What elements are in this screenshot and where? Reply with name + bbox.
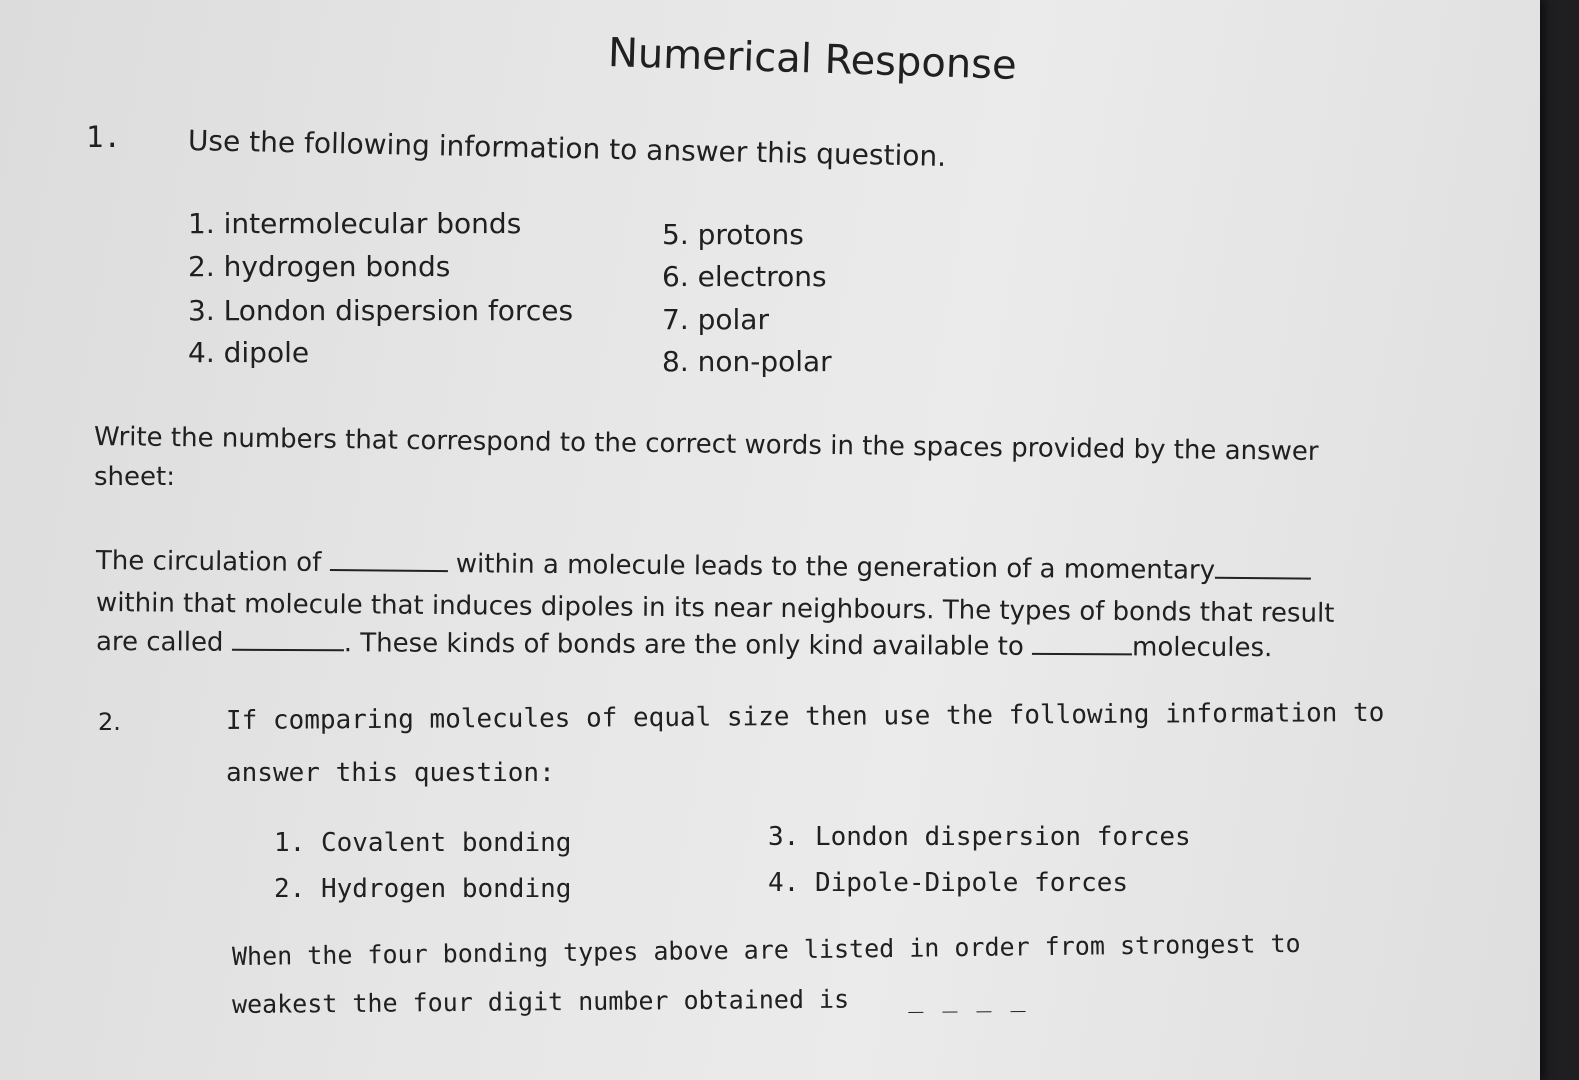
question-1-intro: Use the following information to answer this question. [187, 124, 947, 173]
word-option-1: 1. intermolecular bonds [188, 207, 522, 240]
question-1-number: 1. [86, 120, 121, 154]
instruction-line-2: sheet: [94, 462, 175, 492]
question-2-intro-line-2: answer this question: [226, 758, 555, 788]
paragraph-line-2 [96, 588, 1335, 629]
word-option-7: 7. polar [662, 303, 769, 336]
answer-blank-3[interactable] [232, 627, 344, 652]
word-option-6: 6. electrons [662, 260, 827, 293]
page-title: Numerical Response [607, 30, 1018, 89]
word-option-5: 5. protons [662, 218, 804, 251]
bonding-option-4: 4. Dipole-Dipole forces [768, 868, 1129, 898]
question-2-number: 2. [98, 708, 121, 736]
answer-blank-4[interactable] [1032, 631, 1132, 656]
bonding-option-2: 2. Hydrogen bonding [274, 874, 572, 904]
word-option-2: 2. hydrogen bonds [188, 250, 451, 283]
paragraph-text-d: are called [95, 627, 224, 658]
answer-blank-2[interactable] [1215, 555, 1311, 580]
word-option-3: 3. London dispersion forces [188, 294, 574, 327]
paragraph-text-b: within a molecule leads to the generation of a momentary [455, 549, 1216, 586]
word-option-4: 4. dipole [188, 336, 310, 369]
final-question-text: weakest the four digit number obtained is [231, 984, 850, 1019]
paragraph-text-e: . These kinds of bonds are the only kind available to [343, 628, 1024, 662]
paragraph-line-1 [96, 545, 1311, 587]
answer-blank-1[interactable] [330, 547, 448, 572]
paragraph-text-f: molecules. [1131, 632, 1273, 664]
final-question-line-1: When the four bonding types above are listed in order from strongest to [231, 928, 1301, 971]
paragraph-line-3 [96, 626, 1273, 663]
paragraph-text-a: The circulation of [95, 546, 322, 578]
word-option-8: 8. non-polar [662, 345, 832, 378]
bonding-option-3: 3. London dispersion forces [768, 822, 1191, 852]
four-digit-answer-blanks[interactable]: _ _ _ _ [908, 983, 1028, 1014]
instruction-line-1: Write the numbers that correspond to the correct words in the spaces provided by the answer [93, 422, 1319, 467]
bonding-option-1: 1. Covalent bonding [274, 828, 572, 858]
final-question-line-2 [232, 983, 1028, 1019]
paragraph-text-c: within that molecule that induces dipoles in its near neighbours. The types of bonds that result [95, 588, 1335, 629]
question-2-intro-line-1: If comparing molecules of equal size then use the following information to [225, 697, 1385, 736]
